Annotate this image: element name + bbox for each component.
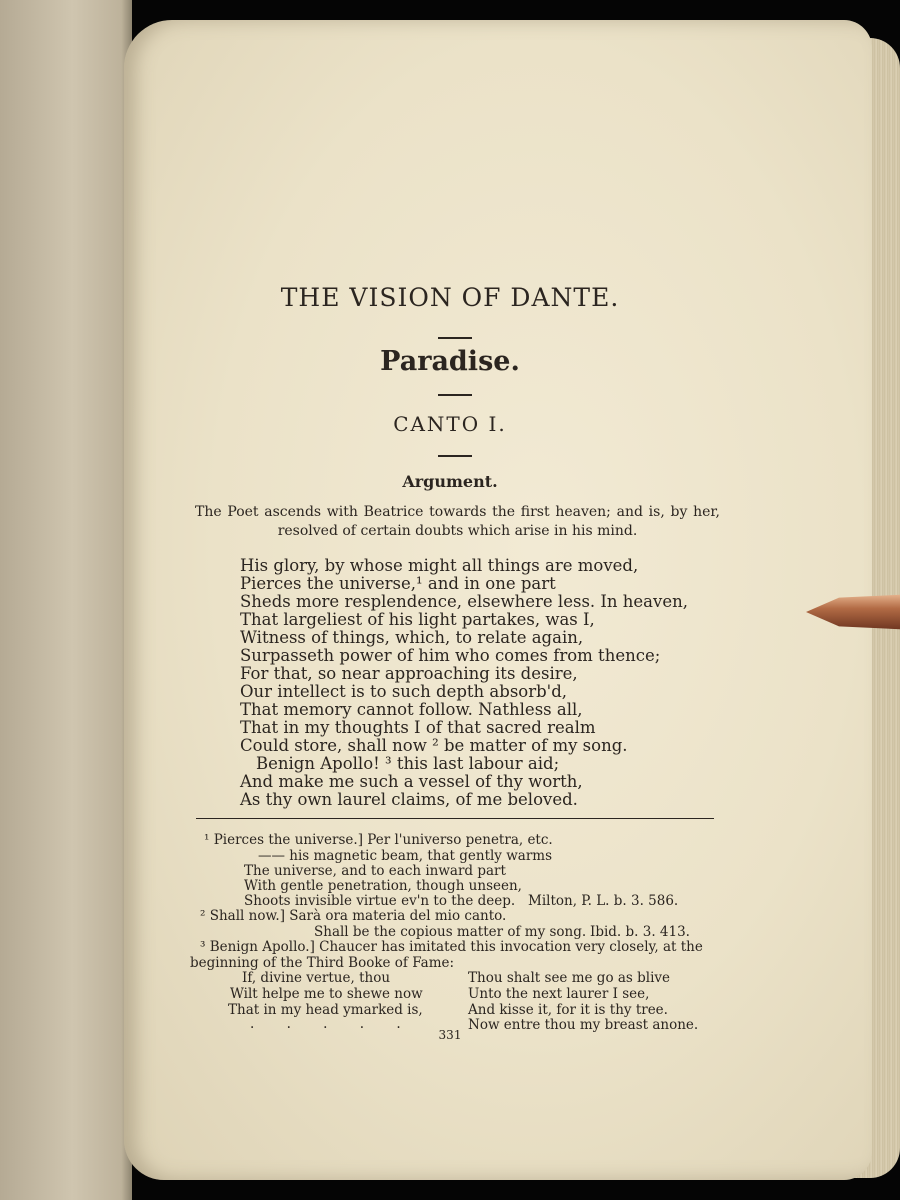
- footnote-line: If, divine vertue, thou: [242, 970, 391, 986]
- footnote-citation: Ibid. b. 3. 413.: [590, 924, 690, 940]
- verse-line: Surpasseth power of him who comes from thence;: [240, 646, 661, 665]
- verse-line: For that, so near approaching its desire,: [240, 664, 578, 683]
- footnote-line: ² Shall now.] Sarà ora materia del mio canto.: [200, 908, 507, 924]
- divider-rule: [438, 394, 472, 396]
- footnote-citation: Milton, P. L. b. 3. 586.: [528, 893, 679, 909]
- footnote-line: Thou shalt see me go as blive: [468, 970, 671, 986]
- verse-line: Benign Apollo! ³ this last labour aid;: [256, 754, 560, 773]
- divider-rule: [438, 337, 472, 339]
- verse-line: Sheds more resplendence, elsewhere less. In heaven,: [240, 592, 688, 611]
- footnote-line: And kisse it, for it is thy tree.: [468, 1002, 668, 1018]
- footnote-line: That in my head ymarked is,: [228, 1002, 423, 1018]
- footnote-line: Unto the next laurer I see,: [468, 986, 650, 1002]
- footnote-line: —— his magnetic beam, that gently warms: [258, 848, 553, 864]
- verse-line: That memory cannot follow. Nathless all,: [240, 700, 583, 719]
- verse-line: As thy own laurel claims, of me beloved.: [240, 790, 578, 809]
- divider-rule: [438, 455, 472, 457]
- footnote-line: Now entre thou my breast anone.: [468, 1017, 699, 1033]
- footnote-rule: [196, 818, 714, 819]
- footnote-line: Shall be the copious matter of my song.: [314, 924, 587, 940]
- verse-line: His glory, by whose might all things are moved,: [240, 556, 639, 575]
- argument-heading: Argument.: [402, 472, 498, 491]
- argument-text: resolved of certain doubts which arise in his mind.: [277, 523, 638, 539]
- verse-line: Witness of things, which, to relate again,: [240, 628, 584, 647]
- verse-line: Could store, shall now ² be matter of my song.: [240, 736, 628, 755]
- left-page: [0, 0, 132, 1200]
- footnote-line: The universe, and to each inward part: [244, 863, 506, 879]
- argument-text: The Poet ascends with Beatrice towards the first heaven; and is, by her,: [195, 504, 720, 520]
- verse-line: Our intellect is to such depth absorb'd,: [240, 682, 568, 701]
- footnote-line: ¹ Pierces the universe.] Per l'universo penetra, etc.: [204, 832, 553, 848]
- page-number: 331: [438, 1028, 462, 1042]
- footnote-line: ³ Benign Apollo.] Chaucer has imitated this invocation very closely, at the: [200, 939, 703, 955]
- ellipsis-dots: . . . . .: [250, 1016, 415, 1032]
- footnote-line: Wilt helpe me to shewe now: [230, 986, 423, 1002]
- footnote-line: beginning of the Third Booke of Fame:: [190, 955, 455, 971]
- footnote-line: With gentle penetration, though unseen,: [244, 878, 522, 894]
- verse-line: That largeliest of his light partakes, was I,: [240, 610, 595, 629]
- verse-line: And make me such a vessel of thy worth,: [240, 772, 583, 791]
- book-title: THE VISION OF DANTE.: [280, 283, 620, 312]
- verse-line: Pierces the universe,¹ and in one part: [240, 574, 556, 593]
- canto-heading: CANTO I.: [393, 412, 507, 436]
- section-heading: Paradise.: [380, 346, 520, 377]
- footnote-line: Shoots invisible virtue ev'n to the deep.: [244, 893, 516, 909]
- verse-line: That in my thoughts I of that sacred realm: [240, 718, 596, 737]
